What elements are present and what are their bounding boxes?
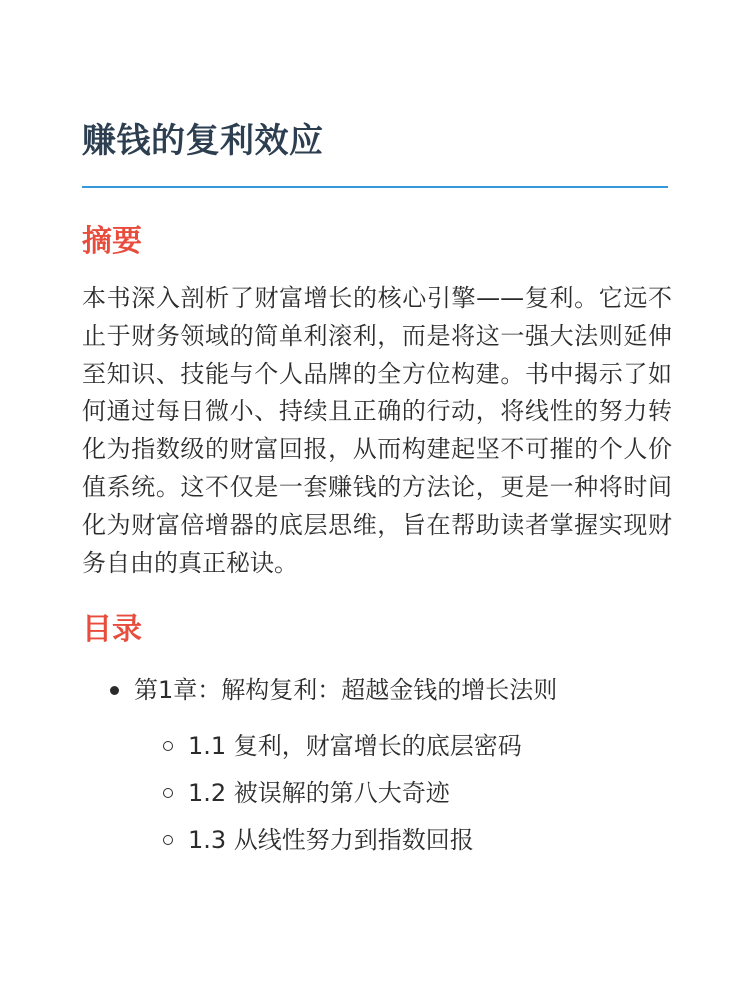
toc-section-list [82,728,668,858]
section-label: 1.1 复利，财富增长的底层密码 [188,732,522,761]
toc-chapter-1 [82,672,668,708]
toc-section-1-1 [82,728,668,764]
bullet-circle-icon [163,835,173,845]
section-label: 1.3 从线性努力到指数回报 [188,826,474,855]
summary-paragraph: 本书深入剖析了财富增长的核心引擎——复利。它远不止于财务领域的简单利滚利，而是将这一强大法则延伸至知识、技能与个人品牌的全方位构建。书中揭示了如何通过每日微小、持续且正确的行动，将线性的努力转化为指数级的财富回报，从而构建起坚不可摧的个人价值系统。这不仅是一套赚钱的方法论，更是一种将时间化为财富倍增器的底层思维，旨在帮助读者掌握实现财务自由的真正秘诀。 [82,284,672,577]
toc-section-1-3 [82,822,668,858]
toc-section-1-2 [82,775,668,811]
document-title: 赚钱的复利效应 [82,121,324,161]
summary-heading: 摘要 [82,224,142,259]
table-of-contents [82,672,668,708]
title-divider [82,186,668,188]
chapter-label: 第1章：解构复利：超越金钱的增长法则 [134,676,558,705]
bullet-circle-icon [163,788,173,798]
bullet-disc-icon [110,686,119,695]
toc-heading: 目录 [82,612,142,648]
section-label: 1.2 被误解的第八大奇迹 [188,779,450,808]
bullet-circle-icon [163,741,173,751]
